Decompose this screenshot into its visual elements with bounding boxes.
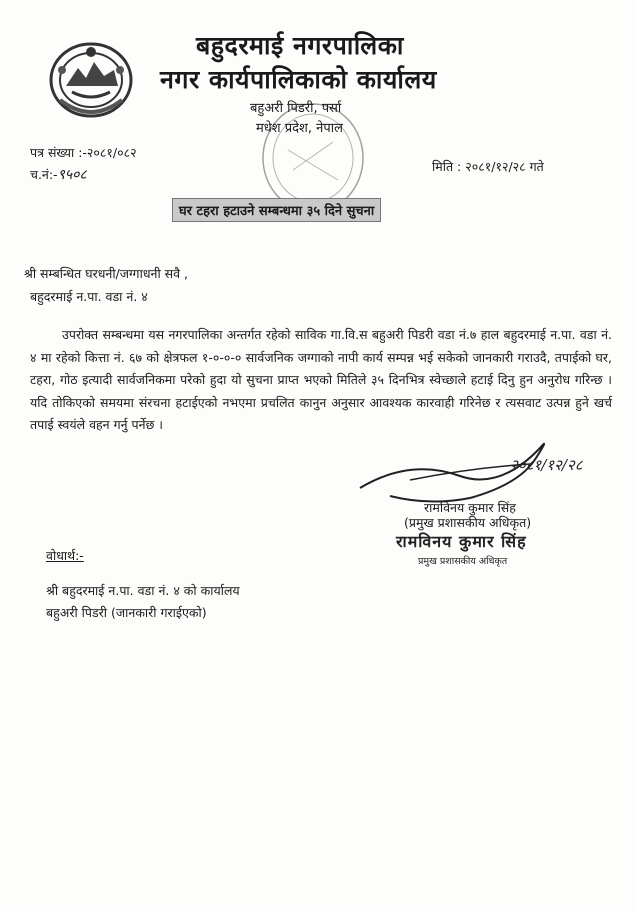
nepal-emblem-icon [48, 40, 134, 120]
address-line-2: मधेश प्रदेश, नेपाल [256, 121, 343, 136]
recipient-line-2: बहुदरमाई न.पा. वडा नं. ४ [30, 289, 148, 304]
stamp-name: रामविनय कुमार सिंह [396, 532, 527, 551]
cc-heading: वोधार्थ:- [46, 548, 84, 563]
header-title: बहुदरमाई नगरपालिका [196, 31, 404, 60]
cc-line-1: श्री बहुदरमाई न.पा. वडा नं. ४ को कार्यालय [46, 583, 240, 598]
chalan-value: ९५०८ [57, 167, 87, 183]
header-subtitle: नगर कार्यपालिकाको कार्यालय [160, 65, 437, 94]
subject-line: घर टहरा हटाउने सम्बन्धमा ३५ दिने सुचना [172, 198, 381, 222]
chalan-label: च.नं:- [30, 167, 58, 182]
signatory-title: (प्रमुख प्रशासकीय अधिकृत) [404, 515, 532, 530]
reference-number: पत्र संख्या :-२०८१/०८२ [30, 145, 137, 160]
signature-scribble-icon [350, 418, 600, 508]
letter-date: मिति : २०८१/१२/२८ गते [432, 159, 544, 174]
signature-handwritten-date: २०८१/१२/२८ [510, 456, 583, 474]
cc-line-2: बहुअरी पिडरी (जानकारी गराईएको) [46, 605, 207, 620]
signatory-stamp [388, 530, 568, 578]
recipient-line-1: श्री सम्बन्धित घरधनी/जग्गाधनी सवै , [24, 266, 189, 281]
address-line-1: बहुअरी पिडरी, पर्सा [250, 101, 342, 116]
body-paragraph: उपरोक्त सम्बन्धमा यस नगरपालिका अन्तर्गत रहेको साविक गा.वि.स बहुअरी पिडरी वडा नं.७ हाल बहुदरमाई न.पा. वडा नं. ४ मा रहेको कित्ता नं. ६७ को क्षेत्रफल १-०-०-० सार्वजनिक जग्गाको नापी कार्य सम्पन्न भई सकेको जानकारी गराउदै, तपाईको घर, टहरा, गोठ इत्यादी सार्वजनिकमा परेको हुदा यो सुचना प्राप्त भएको मितिले ३५ दिनभित्र स्वेच्छाले हटाई दिनु हुन अनुरोध गरिन्छ । यदि तोकिएको समयमा संरचना हटाईएको नभएमा प्रचलित कानुन अनुसार आवश्यक कारवाही गरिनेछ र त्यसवाट उत्पन्न हुने खर्च तपाई स्वयंले वहन गर्नु पर्नेछ । [30, 327, 612, 432]
stamp-title: प्रमुख प्रशासकीय अधिकृत [418, 556, 508, 567]
chalan-number [30, 165, 87, 184]
signatory-name: रामविनय कुमार सिंह [424, 500, 516, 515]
